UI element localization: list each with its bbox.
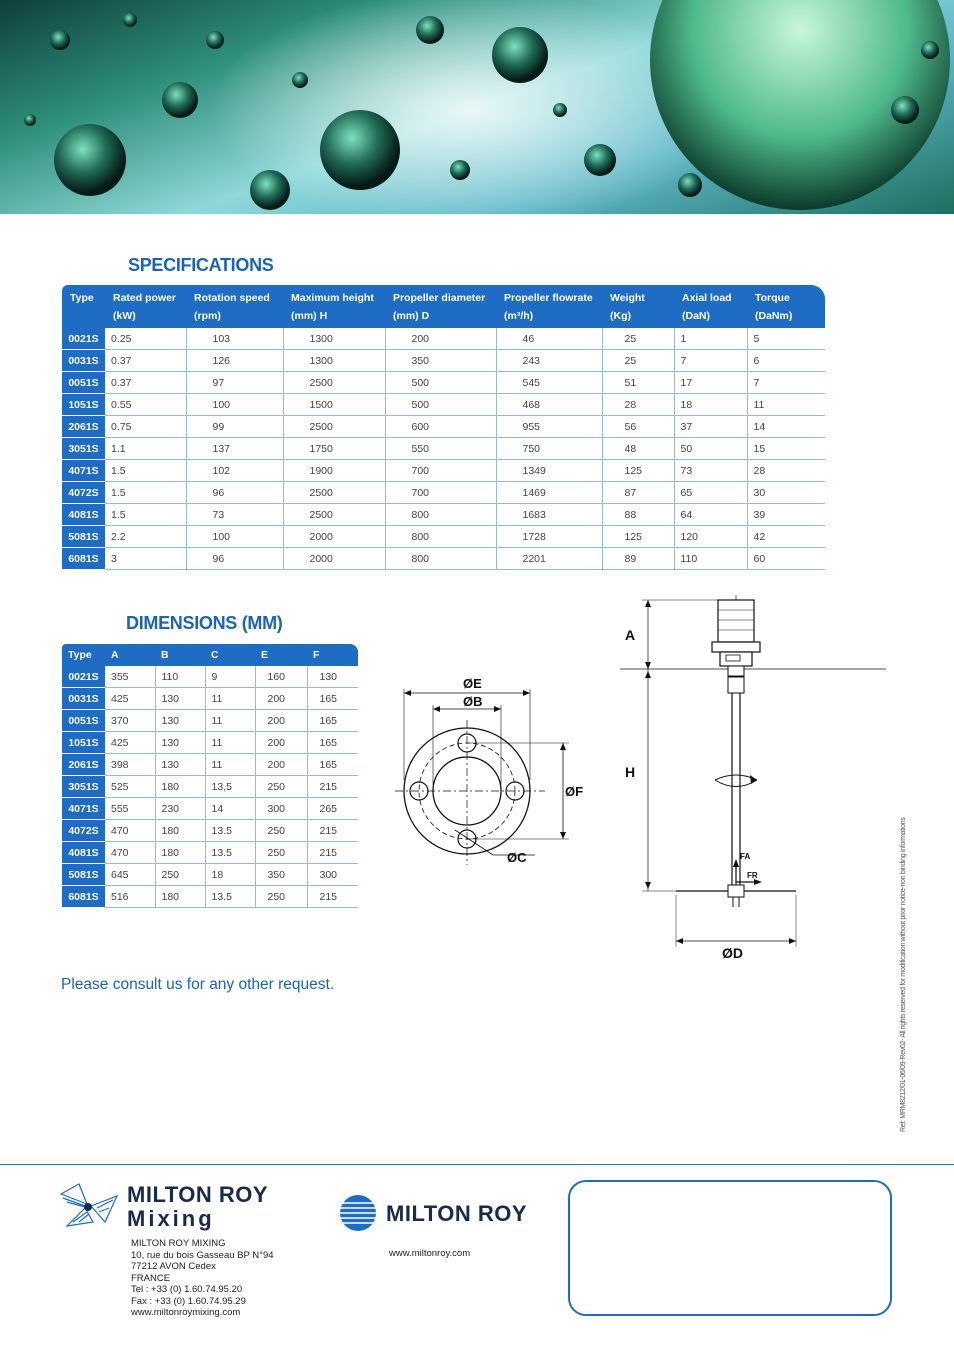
- table-cell: 15: [747, 438, 825, 460]
- dimension-h-label: H: [625, 764, 636, 780]
- table-cell: 0.75: [105, 416, 186, 438]
- table-cell: 11: [205, 688, 255, 710]
- table-cell: 525: [105, 776, 155, 798]
- table-cell: 180: [155, 842, 205, 864]
- table-cell: 200: [385, 328, 496, 350]
- type-cell: 0021S: [62, 328, 105, 350]
- table-cell: 48: [602, 438, 674, 460]
- spec-column-header: [674, 285, 747, 328]
- logo-milton-roy-text: MILTON ROY: [127, 1182, 269, 1207]
- type-cell: 0021S: [62, 666, 105, 688]
- table-cell: 215: [307, 886, 358, 908]
- table-row: [62, 526, 825, 548]
- table-cell: 88: [602, 504, 674, 526]
- table-row: [62, 820, 358, 842]
- table-row: [62, 710, 358, 732]
- table-cell: 120: [674, 526, 747, 548]
- specifications-title: SPECIFICATIONS: [128, 255, 274, 275]
- header-unit: (rpm): [194, 310, 221, 322]
- header-label: Propeller flowrate: [504, 292, 593, 304]
- footer-divider: [0, 1164, 954, 1165]
- consult-note: Please consult us for any other request.: [61, 976, 335, 993]
- table-cell: 1900: [283, 460, 385, 482]
- table-cell: 1469: [496, 482, 602, 504]
- table-cell: 56: [602, 416, 674, 438]
- table-cell: 215: [307, 776, 358, 798]
- table-cell: 137: [186, 438, 283, 460]
- header-label: Torque: [755, 292, 790, 304]
- table-cell: 165: [307, 710, 358, 732]
- table-cell: 200: [255, 688, 307, 710]
- milton-roy-logo: [338, 1193, 558, 1233]
- logo-mixing-text: Mixing: [127, 1206, 215, 1231]
- table-cell: 11: [205, 710, 255, 732]
- type-cell: 2061S: [62, 754, 105, 776]
- address-line: MILTON ROY MIXING: [131, 1238, 226, 1249]
- table-cell: 200: [255, 732, 307, 754]
- table-row: [62, 372, 825, 394]
- dimension-a-label: A: [625, 627, 636, 643]
- dim-column-header: Type: [62, 644, 105, 666]
- table-cell: 50: [674, 438, 747, 460]
- dim-column-header: E: [255, 644, 307, 666]
- table-cell: 800: [385, 548, 496, 570]
- table-cell: 39: [747, 504, 825, 526]
- table-cell: 545: [496, 372, 602, 394]
- table-cell: 110: [155, 666, 205, 688]
- type-cell: 4072S: [62, 482, 105, 504]
- table-row: [62, 732, 358, 754]
- table-cell: 100: [186, 394, 283, 416]
- table-cell: 28: [602, 394, 674, 416]
- table-cell: 3: [105, 548, 186, 570]
- table-cell: 11: [205, 732, 255, 754]
- table-cell: 2000: [283, 526, 385, 548]
- table-cell: 46: [496, 328, 602, 350]
- type-cell: 5081S: [62, 526, 105, 548]
- header-banner-image: [0, 0, 954, 214]
- address-line: 77212 AVON Cedex: [131, 1261, 216, 1272]
- table-cell: 130: [307, 666, 358, 688]
- table-cell: 37: [674, 416, 747, 438]
- table-cell: 130: [155, 710, 205, 732]
- table-cell: 300: [307, 864, 358, 886]
- milton-roy-mixing-logo: [57, 1182, 297, 1232]
- table-cell: 14: [747, 416, 825, 438]
- table-cell: 0.25: [105, 328, 186, 350]
- spec-column-header: [62, 285, 105, 328]
- table-cell: 1728: [496, 526, 602, 548]
- table-cell: 7: [747, 372, 825, 394]
- table-cell: 800: [385, 526, 496, 548]
- header-unit: (mm) D: [393, 310, 430, 322]
- spec-column-header: [385, 285, 496, 328]
- table-cell: 165: [307, 732, 358, 754]
- website-link[interactable]: www.miltonroy.com: [389, 1248, 471, 1259]
- table-cell: 7: [674, 350, 747, 372]
- table-cell: 2500: [283, 372, 385, 394]
- type-cell: 0051S: [62, 710, 105, 732]
- table-row: [62, 460, 825, 482]
- table-cell: 200: [255, 710, 307, 732]
- fa-label: FA: [740, 852, 751, 861]
- table-cell: 250: [255, 776, 307, 798]
- header-unit: (DaNm): [755, 310, 793, 322]
- logo2-text: MILTON ROY: [386, 1201, 528, 1226]
- table-row: [62, 394, 825, 416]
- dim-column-header: B: [155, 644, 205, 666]
- reference-note: Ref: MRM8212/01-06/09-Rev02- All rights reserved for modification without prior notice-non binding informations: [900, 817, 907, 1132]
- type-cell: 0031S: [62, 688, 105, 710]
- header-label: Weight: [610, 292, 645, 304]
- table-cell: 1.5: [105, 460, 186, 482]
- header-unit: (DaN): [682, 310, 710, 322]
- table-cell: 800: [385, 504, 496, 526]
- table-cell: 1300: [283, 350, 385, 372]
- table-cell: 14: [205, 798, 255, 820]
- type-cell: 0031S: [62, 350, 105, 372]
- table-cell: 97: [186, 372, 283, 394]
- table-cell: 96: [186, 548, 283, 570]
- table-cell: 250: [155, 864, 205, 886]
- table-cell: 60: [747, 548, 825, 570]
- table-row: [62, 886, 358, 908]
- table-cell: 1683: [496, 504, 602, 526]
- table-cell: 200: [255, 754, 307, 776]
- dim-column-header: C: [205, 644, 255, 666]
- table-cell: 1.5: [105, 482, 186, 504]
- specifications-table: [62, 285, 825, 570]
- address-line: FRANCE: [131, 1272, 171, 1284]
- type-cell: 0051S: [62, 372, 105, 394]
- table-cell: 1: [674, 328, 747, 350]
- table-cell: 215: [307, 820, 358, 842]
- table-cell: 18: [205, 864, 255, 886]
- dimension-c-label: ØC: [507, 850, 527, 865]
- table-cell: 250: [255, 820, 307, 842]
- dimension-b-label: ØB: [463, 694, 483, 709]
- header-unit: (m³/h): [504, 310, 534, 322]
- table-cell: 645: [105, 864, 155, 886]
- table-cell: 370: [105, 710, 155, 732]
- table-cell: 500: [385, 394, 496, 416]
- table-cell: 350: [385, 350, 496, 372]
- type-cell: 4081S: [62, 504, 105, 526]
- flange-diagram: [395, 675, 595, 875]
- table-cell: 700: [385, 460, 496, 482]
- table-cell: 516: [105, 886, 155, 908]
- table-cell: 9: [205, 666, 255, 688]
- table-cell: 750: [496, 438, 602, 460]
- table-cell: 11: [205, 754, 255, 776]
- header-label: Propeller diameter: [393, 292, 486, 304]
- type-cell: 3051S: [62, 776, 105, 798]
- table-row: [62, 688, 358, 710]
- table-cell: 215: [307, 842, 358, 864]
- table-cell: 0.37: [105, 350, 186, 372]
- table-cell: 51: [602, 372, 674, 394]
- table-cell: 130: [155, 754, 205, 776]
- table-cell: 2201: [496, 548, 602, 570]
- type-cell: 4081S: [62, 842, 105, 864]
- header-unit: [70, 307, 99, 325]
- table-cell: 96: [186, 482, 283, 504]
- table-row: [62, 482, 825, 504]
- table-cell: 300: [255, 798, 307, 820]
- table-cell: 425: [105, 688, 155, 710]
- header-unit: (mm) H: [291, 310, 328, 322]
- table-cell: 13.5: [205, 842, 255, 864]
- table-cell: 89: [602, 548, 674, 570]
- table-cell: 180: [155, 820, 205, 842]
- table-cell: 468: [496, 394, 602, 416]
- table-row: [62, 504, 825, 526]
- table-row: [62, 776, 358, 798]
- table-cell: 1500: [283, 394, 385, 416]
- dimension-f-label: ØF: [565, 784, 584, 799]
- table-cell: 398: [105, 754, 155, 776]
- dimensions-title: DIMENSIONS (MM): [126, 613, 283, 633]
- table-row: [62, 350, 825, 372]
- type-cell: 3051S: [62, 438, 105, 460]
- table-cell: 25: [602, 328, 674, 350]
- type-cell: 4071S: [62, 798, 105, 820]
- table-cell: 0.55: [105, 394, 186, 416]
- table-row: [62, 548, 825, 570]
- table-cell: 160: [255, 666, 307, 688]
- header-label: Rated power: [113, 292, 177, 304]
- table-cell: 30: [747, 482, 825, 504]
- table-cell: 0.37: [105, 372, 186, 394]
- type-cell: 5081S: [62, 864, 105, 886]
- table-cell: 102: [186, 460, 283, 482]
- table-cell: 1.1: [105, 438, 186, 460]
- dimension-e-label: ØE: [463, 676, 482, 691]
- table-cell: 470: [105, 820, 155, 842]
- mixer-diagram: [620, 595, 890, 965]
- type-cell: 6081S: [62, 886, 105, 908]
- table-cell: 250: [255, 842, 307, 864]
- table-cell: 955: [496, 416, 602, 438]
- table-row: [62, 798, 358, 820]
- table-cell: 230: [155, 798, 205, 820]
- company-address: [131, 1238, 274, 1319]
- address-line: 10, rue du bois Gasseau BP N°94: [131, 1249, 274, 1261]
- table-cell: 125: [602, 460, 674, 482]
- table-cell: 1.5: [105, 504, 186, 526]
- table-cell: 87: [602, 482, 674, 504]
- table-cell: 700: [385, 482, 496, 504]
- table-cell: 18: [674, 394, 747, 416]
- table-cell: 13,5: [205, 776, 255, 798]
- table-cell: 13.5: [205, 886, 255, 908]
- table-cell: 470: [105, 842, 155, 864]
- spec-column-header: [186, 285, 283, 328]
- table-cell: 165: [307, 754, 358, 776]
- table-cell: 2.2: [105, 526, 186, 548]
- fr-label: FR: [747, 871, 758, 880]
- spec-column-header: [105, 285, 186, 328]
- table-cell: 500: [385, 372, 496, 394]
- spec-column-header: [283, 285, 385, 328]
- table-row: [62, 438, 825, 460]
- table-cell: 5: [747, 328, 825, 350]
- table-cell: 6: [747, 350, 825, 372]
- type-cell: 1051S: [62, 732, 105, 754]
- table-row: [62, 754, 358, 776]
- header-unit: (Kg): [610, 310, 631, 322]
- table-cell: 11: [747, 394, 825, 416]
- distributor-stamp-box: [568, 1180, 892, 1316]
- table-cell: 73: [186, 504, 283, 526]
- table-cell: 103: [186, 328, 283, 350]
- table-cell: 180: [155, 776, 205, 798]
- table-cell: 1300: [283, 328, 385, 350]
- table-cell: 65: [674, 482, 747, 504]
- table-cell: 600: [385, 416, 496, 438]
- table-cell: 2000: [283, 548, 385, 570]
- table-cell: 2500: [283, 416, 385, 438]
- mixing-propeller-icon: [57, 1182, 121, 1230]
- table-cell: 1349: [496, 460, 602, 482]
- website-link[interactable]: www.miltonroymixing.com: [131, 1307, 241, 1318]
- table-cell: 250: [255, 886, 307, 908]
- table-cell: 2500: [283, 504, 385, 526]
- spec-column-header: [747, 285, 825, 328]
- header-label: Axial load: [682, 292, 732, 304]
- fax-line: Fax : +33 (0) 1.60.74.95.29: [131, 1295, 246, 1307]
- table-cell: 550: [385, 438, 496, 460]
- table-cell: 17: [674, 372, 747, 394]
- globe-icon: [338, 1193, 378, 1233]
- type-cell: 4072S: [62, 820, 105, 842]
- spec-column-header: [496, 285, 602, 328]
- table-row: [62, 864, 358, 886]
- dim-column-header: F: [307, 644, 358, 666]
- table-cell: 110: [674, 548, 747, 570]
- table-cell: 180: [155, 886, 205, 908]
- header-unit: (kW): [113, 310, 136, 322]
- table-cell: 243: [496, 350, 602, 372]
- table-cell: 165: [307, 688, 358, 710]
- table-cell: 555: [105, 798, 155, 820]
- table-cell: 1750: [283, 438, 385, 460]
- header-label: Type: [70, 292, 94, 304]
- header-label: Rotation speed: [194, 292, 270, 304]
- table-row: [62, 842, 358, 864]
- table-cell: 28: [747, 460, 825, 482]
- table-cell: 425: [105, 732, 155, 754]
- phone-line: Tel : +33 (0) 1.60.74.95.20: [131, 1284, 243, 1295]
- table-cell: 25: [602, 350, 674, 372]
- table-row: [62, 666, 358, 688]
- header-label: Maximum height: [291, 292, 374, 304]
- table-cell: 99: [186, 416, 283, 438]
- dimension-d-label: ØD: [722, 945, 743, 961]
- table-cell: 125: [602, 526, 674, 548]
- table-row: [62, 328, 825, 350]
- table-row: [62, 416, 825, 438]
- type-cell: 4071S: [62, 460, 105, 482]
- table-cell: 265: [307, 798, 358, 820]
- dimensions-table: [62, 644, 358, 908]
- table-cell: 42: [747, 526, 825, 548]
- spec-column-header: [602, 285, 674, 328]
- type-cell: 6081S: [62, 548, 105, 570]
- dim-column-header: A: [105, 644, 155, 666]
- table-cell: 64: [674, 504, 747, 526]
- table-cell: 13.5: [205, 820, 255, 842]
- table-cell: 130: [155, 688, 205, 710]
- table-cell: 126: [186, 350, 283, 372]
- table-cell: 130: [155, 732, 205, 754]
- table-cell: 73: [674, 460, 747, 482]
- table-cell: 2500: [283, 482, 385, 504]
- type-cell: 1051S: [62, 394, 105, 416]
- type-cell: 2061S: [62, 416, 105, 438]
- table-cell: 355: [105, 666, 155, 688]
- table-cell: 100: [186, 526, 283, 548]
- table-cell: 350: [255, 864, 307, 886]
